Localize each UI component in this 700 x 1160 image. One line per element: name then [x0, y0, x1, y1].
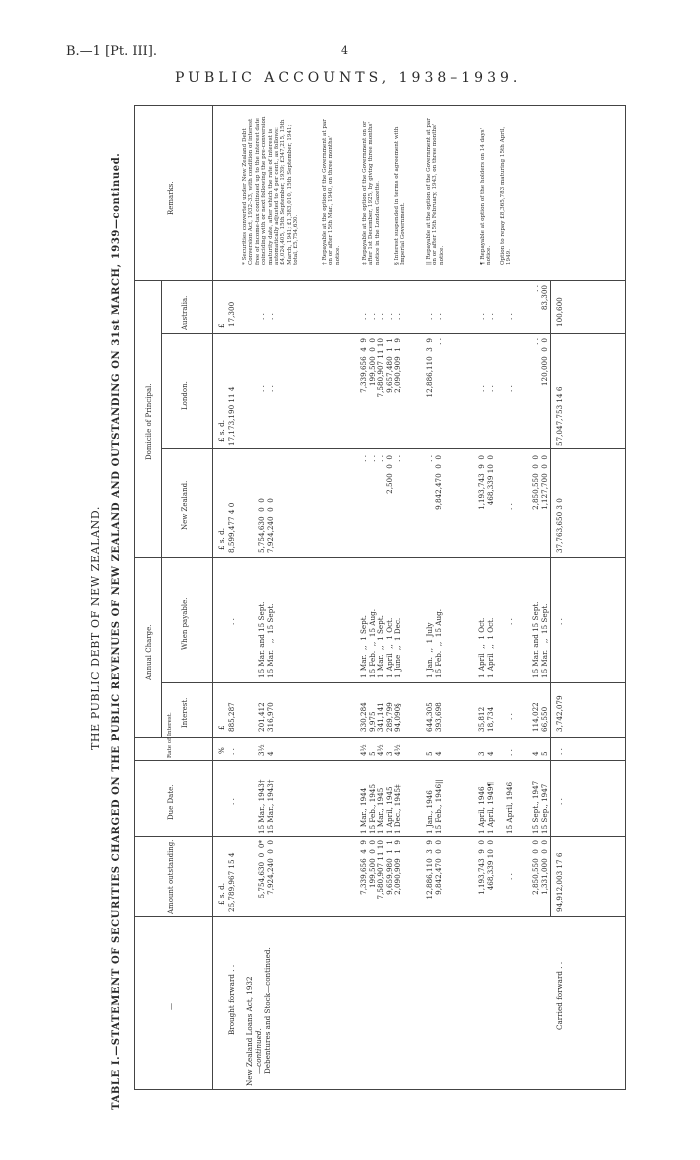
g6-nz: 2,850,550 0 0 1,127,700 0 0 — [531, 455, 549, 510]
g3-when: 1 Jan. ,, 1 July 15 Feb. ,, 15 Aug. — [425, 608, 443, 678]
group-header-rule — [161, 281, 162, 558]
remark-7: Option to repay £8,365,783 maturing 15th April, 1949. — [500, 126, 513, 265]
bf-amount: 25,789,967 15 4 — [227, 852, 236, 912]
g5-due: 15 April, 1946 — [505, 781, 514, 834]
g5-amount: . . — [505, 873, 514, 880]
g1-rate: 3½ 4 — [257, 744, 275, 756]
frame-right — [134, 105, 626, 106]
bf-due: . . — [227, 798, 236, 805]
unit-rate: % — [217, 747, 226, 754]
frame-top — [134, 105, 135, 1090]
header-nz: New Zealand. — [181, 480, 189, 530]
header-interest: Interest. — [181, 697, 189, 728]
g5-london: . . — [505, 385, 514, 392]
col-sep — [134, 916, 626, 917]
g3-australia: . . . . — [425, 313, 443, 320]
header-london: London. — [181, 381, 189, 410]
header-amount: Amount outstanding. — [167, 839, 175, 914]
g1-amount: 5,754,630 0 0* 7,924,240 0 0 — [257, 840, 275, 899]
remark-2: † Repayable at the option of the Government at par on or after 15th Mar., 1940, on three months' notice. — [322, 119, 341, 265]
g4-nz: 1,193,743 9 0 468,339 10 0 — [477, 455, 495, 510]
g5-australia: . . — [505, 313, 514, 320]
label-act: New Zealand Loans Act, 1932 — [245, 976, 254, 1086]
bf-nz: 8,599,477 4 0 — [227, 502, 236, 553]
g2-due: 1 Mar., 1944 15 Feb., 1945 1 Mar., 1945 1 April, 1945 1 Dec., 1945‡ — [359, 783, 403, 834]
cf-interest: 3,742,079 — [555, 695, 564, 732]
g1-australia: . . . . — [257, 313, 275, 320]
g1-when: 15 Mar. and 15 Sept. 15 Mar. ,, 15 Sept. — [257, 601, 275, 678]
header-domicile: Domicile of Principal. — [145, 383, 153, 460]
page-reference: B.—1 [Pt. III]. — [66, 44, 158, 59]
remark-4: § Interest suspended in terms of agreement with Imperial Government. — [394, 126, 407, 265]
cf-due: . . — [555, 798, 564, 805]
col-sep — [161, 333, 626, 334]
g4-amount: 1,193,743 9 0 468,339 10 0 — [477, 840, 495, 895]
cf-london: 57,047,753 14 6 — [555, 386, 564, 446]
header-rate: Rate of Interest. — [167, 712, 173, 758]
remark-5: || Repayable at the option of the Government at par on or after 15th February, 1943, on three months' notice. — [426, 118, 445, 265]
col-sep — [134, 836, 626, 837]
g1-due: 15 Mar., 1943† 15 Mar., 1943† — [257, 779, 275, 834]
remark-3: ‡ Repayable at the option of the Government on or after 1st December, 1925, by giving three months' notice in the London Gazette. — [362, 121, 381, 265]
remark-6: ¶ Repayable at option of the holders on 14 days' notice. — [480, 127, 493, 265]
group-header-rule — [161, 558, 162, 738]
g4-london: . . . . — [477, 385, 495, 392]
col-sep — [161, 448, 626, 449]
g2-interest: 330,284 9,975 341,141 289,799 94,090§ — [359, 702, 403, 732]
label-carried-forward: Carried forward . . — [555, 961, 564, 1030]
unit-interest: £ — [217, 725, 226, 730]
cf-rate: . . — [555, 748, 564, 755]
header-dash: — — [167, 1003, 175, 1010]
col-sep — [134, 280, 626, 281]
header-rule — [212, 105, 213, 1090]
g4-australia: . . . . — [477, 313, 495, 320]
g2-australia: . . . . . . . . . . — [359, 313, 403, 320]
label-debentures: Debentures and Stock—continued. — [263, 947, 272, 1074]
unit-nz: £ s. d. — [217, 527, 226, 550]
header-due: Due Date. — [167, 784, 175, 820]
col-sep — [161, 682, 626, 683]
g4-rate: 3 4 — [477, 751, 495, 756]
col-sep — [134, 737, 626, 738]
g2-when: 1 Mar. ,, 1 Sept. 15 Feb. ,, 15 Aug. 1 Mar. ,, 1 Sept. 1 April ,, 1 Oct. 1 June ,, 1 Dec. — [359, 608, 403, 678]
g3-amount: 12,886,110 3 9 9,842,470 0 0 — [425, 840, 443, 900]
rotated-table — [70, 105, 630, 1110]
g6-interest: 114,022 66,550 — [531, 702, 549, 732]
g6-when: 15 Mar. and 15 Sept. 15 Mar. ,, 15 Sept. — [531, 601, 549, 678]
unit-london: £ s. d. — [217, 419, 226, 442]
g2-nz: . . . . . . 2,500 0 0 . . — [359, 455, 403, 494]
g5-rate: . . — [505, 749, 514, 756]
header-when: When payable. — [181, 597, 189, 650]
frame-bottom — [625, 105, 626, 1090]
g4-due: 1 April, 1946 1 April, 1949¶ — [477, 781, 495, 834]
g1-interest: 201,412 316,970 — [257, 702, 275, 732]
cf-when: . . — [555, 618, 564, 625]
header-annual-charge: Annual Charge. — [145, 624, 153, 680]
table-caption: TABLE I.—STATEMENT OF SECURITIES CHARGED ON THE PUBLIC REVENUES OF NEW ZEALAND AND OUTSTANDING ON 31st MARCH, 1939—continued. — [111, 152, 122, 1110]
bf-interest: 885,287 — [227, 702, 236, 732]
main-caption: THE PUBLIC DEBT OF NEW ZEALAND. — [89, 506, 102, 750]
g2-rate: 4½ 5 4½ 3 4½ — [359, 744, 403, 756]
g5-interest: . . — [505, 713, 514, 720]
g6-due: 15 Sept., 1947 15 Sep., 1947 — [531, 780, 549, 834]
g2-london: 7,339,656 4 9 199,500 0 0 7,580,907 11 10 9,657,480 1 1 2,090,909 1 9 — [359, 338, 403, 398]
g3-interest: 644,305 393,698 — [425, 702, 443, 732]
g3-nz: . . 9,842,470 0 0 — [425, 455, 443, 510]
g2-amount: 7,339,656 4 9 199,500 0 0 7,580,907 11 10 9,659,980 1 1 2,090,909 1 9 — [359, 840, 403, 900]
header-remarks: Remarks. — [167, 181, 175, 215]
total-rule — [550, 281, 551, 917]
g1-london: . . . . — [257, 385, 275, 392]
g6-amount: 2,850,550 0 0 1,331,000 0 0 — [531, 840, 549, 895]
g3-london: 12,886,110 3 9 . . — [425, 338, 443, 398]
label-brought-forward: Brought forward . . — [227, 964, 236, 1035]
g4-when: 1 April ,, 1 Oct. 1 April ,, 1 Oct. — [477, 617, 495, 678]
bf-london: 17,173,190 11 4 — [227, 386, 236, 446]
page-number: 4 — [341, 44, 348, 57]
label-continued: —continued. — [254, 1028, 263, 1074]
g1-nz: 5,754,630 0 0 7,924,240 0 0 — [257, 498, 275, 553]
g3-rate: 5 4 — [425, 751, 443, 756]
col-sep — [134, 557, 626, 558]
g6-london: . . 120,000 0 0 — [531, 338, 549, 387]
g3-due: 1 Jan., 1946 15 Feb., 1946|| — [425, 779, 443, 834]
g6-rate: 4 5 — [531, 751, 549, 756]
cf-australia: 100,600 — [555, 297, 564, 327]
page-title: PUBLIC ACCOUNTS, 1938–1939. — [175, 70, 522, 86]
cf-amount: 94,912,003 17 6 — [555, 852, 564, 912]
g6-australia: . . 83,300 — [531, 285, 549, 311]
g5-nz: . . — [505, 503, 514, 510]
cf-nz: 37,763,650 3 0 — [555, 498, 564, 553]
unit-amount: £ s. d. — [217, 882, 226, 905]
header-australia: Australia. — [181, 295, 189, 330]
remark-1: * Securities converted under New Zealand Debt Conversion Act, 1932–33, with condition of interest free of income-tax continued up to the interest date coinciding with or next following the pre-conversion maturity date, after which the rate of interest is automatically adjusted to 4 per cent., as follows: £4,024,405, 15th September, 1939; £347,215, 15th March, 1941; £1,383,010, 15th September, 1941; total, £5,754,630. — [242, 116, 300, 265]
g5-when: . . — [505, 618, 514, 625]
col-sep — [134, 760, 626, 761]
frame-left — [134, 1089, 626, 1090]
bf-australia: 17,300 — [227, 301, 236, 327]
bf-when: . . — [227, 618, 236, 625]
unit-australia: £ — [217, 323, 226, 328]
g4-interest: 35,812 18,734 — [477, 706, 495, 732]
bf-rate: . . — [227, 748, 236, 755]
